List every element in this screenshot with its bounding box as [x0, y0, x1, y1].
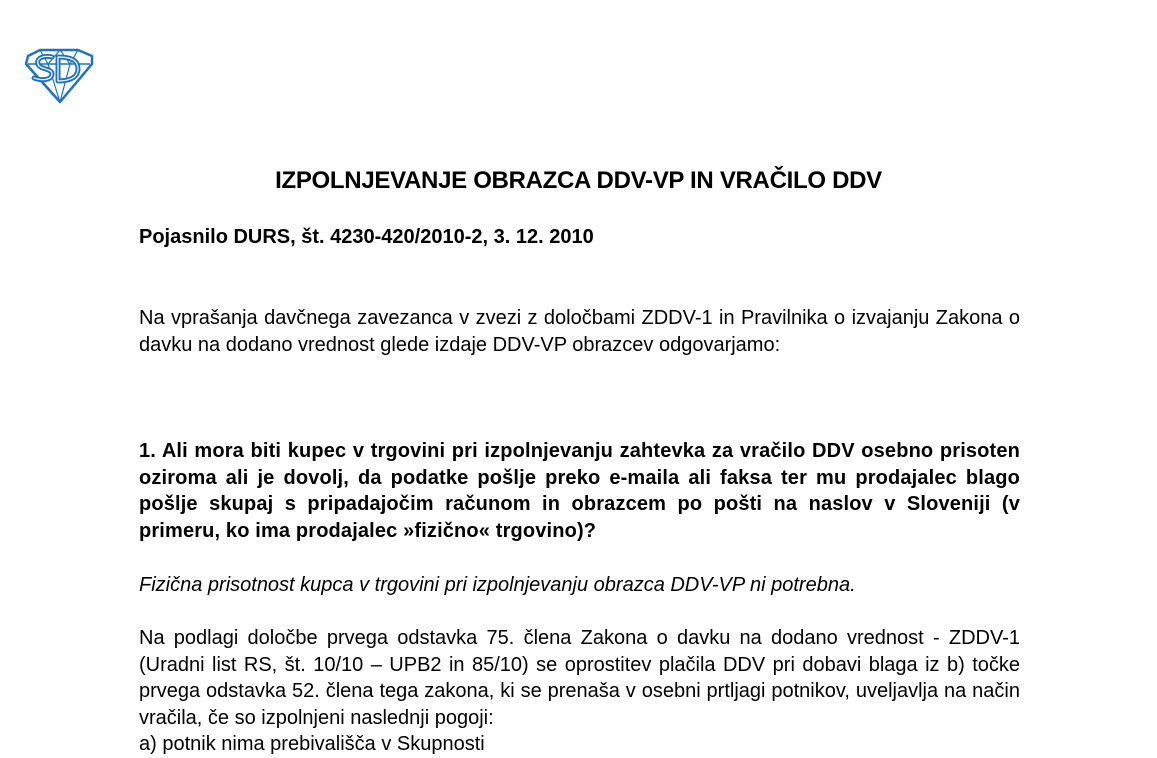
intro-paragraph: Na vprašanja davčnega zavezanca v zvezi z določbami ZDDV-1 in Pravilnika o izvajanju Zakona o davku na dodano vrednost glede izdaje DDV-VP obrazcev odgovarjamo: — [139, 307, 1020, 356]
paragraph-2 — [139, 625, 1020, 758]
paragraph-2-text: Na podlagi določbe prvega odstavka 75. člena Zakona o davku na dodano vrednost - ZDDV-1 (Uradni list RS, št. 10/10 – UPB2 in 85/10) se oprostitev plačila DDV pri dobavi blaga iz b) točke prvega odstavka 52. člena tega zakona, ki se prenaša v osebni prtljagi potnikov, uveljavlja na način vračila, če so izpolnjeni naslednji pogoji: — [139, 627, 1020, 729]
question-1: 1. Ali mora biti kupec v trgovini pri izpolnjevanju zahtevka za vračilo DDV osebno prisoten oziroma ali je dovolj, da podatke pošlje preko e-maila ali faksa ter mu prodajalec blago pošlje skupaj s pripadajočim računom in obrazcem po pošti na naslov v Sloveniji (v primeru, ko ima prodajalec »fizično« trgovino)? — [139, 440, 1020, 542]
document-title: IZPOLNJEVANJE OBRAZCA DDV-VP IN VRAČILO DDV — [275, 167, 882, 194]
document-subtitle: Pojasnilo DURS, št. 4230-420/2010-2, 3. 12. 2010 — [139, 226, 594, 248]
sd-diamond-logo — [22, 48, 96, 104]
paragraph-2-cut-line: a) potnik nima prebivališča v Skupnosti — [139, 733, 485, 755]
answer-1: Fizična prisotnost kupca v trgovini pri izpolnjevanju obrazca DDV-VP ni potrebna. — [139, 574, 856, 596]
